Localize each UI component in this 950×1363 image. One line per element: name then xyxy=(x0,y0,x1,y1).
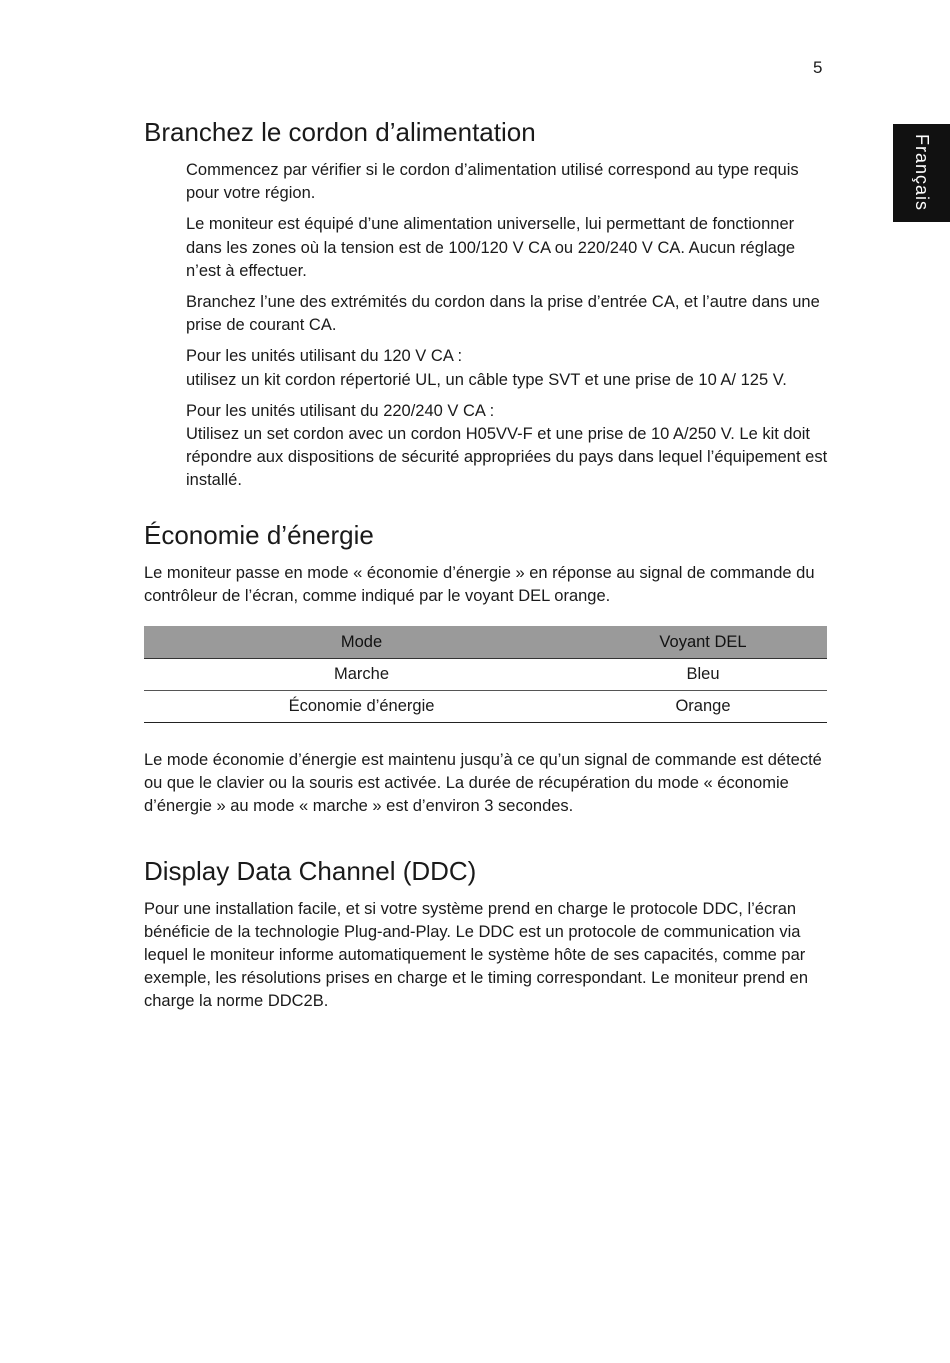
language-tab-label: Français xyxy=(912,134,932,212)
us-units-note xyxy=(186,345,828,391)
eu-units-heading: Pour les unités utilisant du 220/240 V CA : xyxy=(186,401,495,420)
power-cord-paragraph: Branchez l’une des extrémités du cordon dans la prise d’entrée CA, et l’autre dans une prise de courant CA. xyxy=(186,293,820,335)
power-saving-intro: Le moniteur passe en mode « économie d’énergie » en réponse au signal de commande du contrôleur de l’écran, comme indiqué par le voyant DEL orange. xyxy=(144,563,815,605)
section-power-saving xyxy=(144,518,828,819)
section-title-power-cord: Branchez le cordon d’alimentation xyxy=(144,117,536,147)
table-row xyxy=(144,659,827,691)
table-header-row xyxy=(144,626,827,659)
language-tab xyxy=(893,124,950,222)
power-cord-paragraph: Le moniteur est équipé d’une alimentation universelle, lui permettant de fonctionner dans les zones où la tension est de 100/120 V CA ou 220/240 V CA. Aucun réglage n’est à effectuer. xyxy=(186,215,796,280)
table-row xyxy=(144,691,827,723)
eu-units-note xyxy=(186,400,828,493)
page-content xyxy=(144,115,828,1014)
us-units-text: utilisez un kit cordon répertorié UL, un câble type SVT et une prise de 10 A/ 125 V. xyxy=(186,370,787,389)
section-power-cord xyxy=(144,115,828,493)
table-cell-led: Orange xyxy=(579,691,827,723)
power-cord-body xyxy=(144,159,828,493)
us-units-heading: Pour les unités utilisant du 120 V CA : xyxy=(186,347,463,366)
table-cell-mode: Économie d’énergie xyxy=(144,691,579,723)
table-cell-led: Bleu xyxy=(579,659,827,691)
section-ddc xyxy=(144,854,828,1014)
table-header-mode: Mode xyxy=(144,626,579,659)
power-mode-table xyxy=(144,626,827,723)
table-cell-mode: Marche xyxy=(144,659,579,691)
eu-units-text: Utilisez un set cordon avec un cordon H05VV-F et une prise de 10 A/250 V. Le kit doit répondre aux dispositions de sécurité appropriées du pays dans lequel l’équipement est installé. xyxy=(186,425,828,490)
ddc-text: Pour une installation facile, et si votre système prend en charge le protocole DDC, l’écran bénéficie de la technologie Plug-and-Play. Le DDC est un protocole de communication via lequel le moniteur informe automatiquement le système hôte de ses capacités, comme par exemple, les résolutions prises en charge et le timing correspondant. Le moniteur prend en charge la norme DDC2B. xyxy=(144,899,809,1011)
table-header-led: Voyant DEL xyxy=(579,626,827,659)
section-title-ddc: Display Data Channel (DDC) xyxy=(144,855,477,886)
power-cord-paragraph: Commencez par vérifier si le cordon d’alimentation utilisé correspond au type requis pour votre région. xyxy=(186,161,799,203)
power-saving-after: Le mode économie d’énergie est maintenu jusqu’à ce qu’un signal de commande est détecté ou que le clavier ou la souris est activée. La durée de récupération du mode « économie d’énergie » au mode « marche » est d’environ 3 secondes. xyxy=(144,751,822,816)
section-title-power-saving: Économie d’énergie xyxy=(144,519,374,550)
page-number: 5 xyxy=(813,58,823,77)
